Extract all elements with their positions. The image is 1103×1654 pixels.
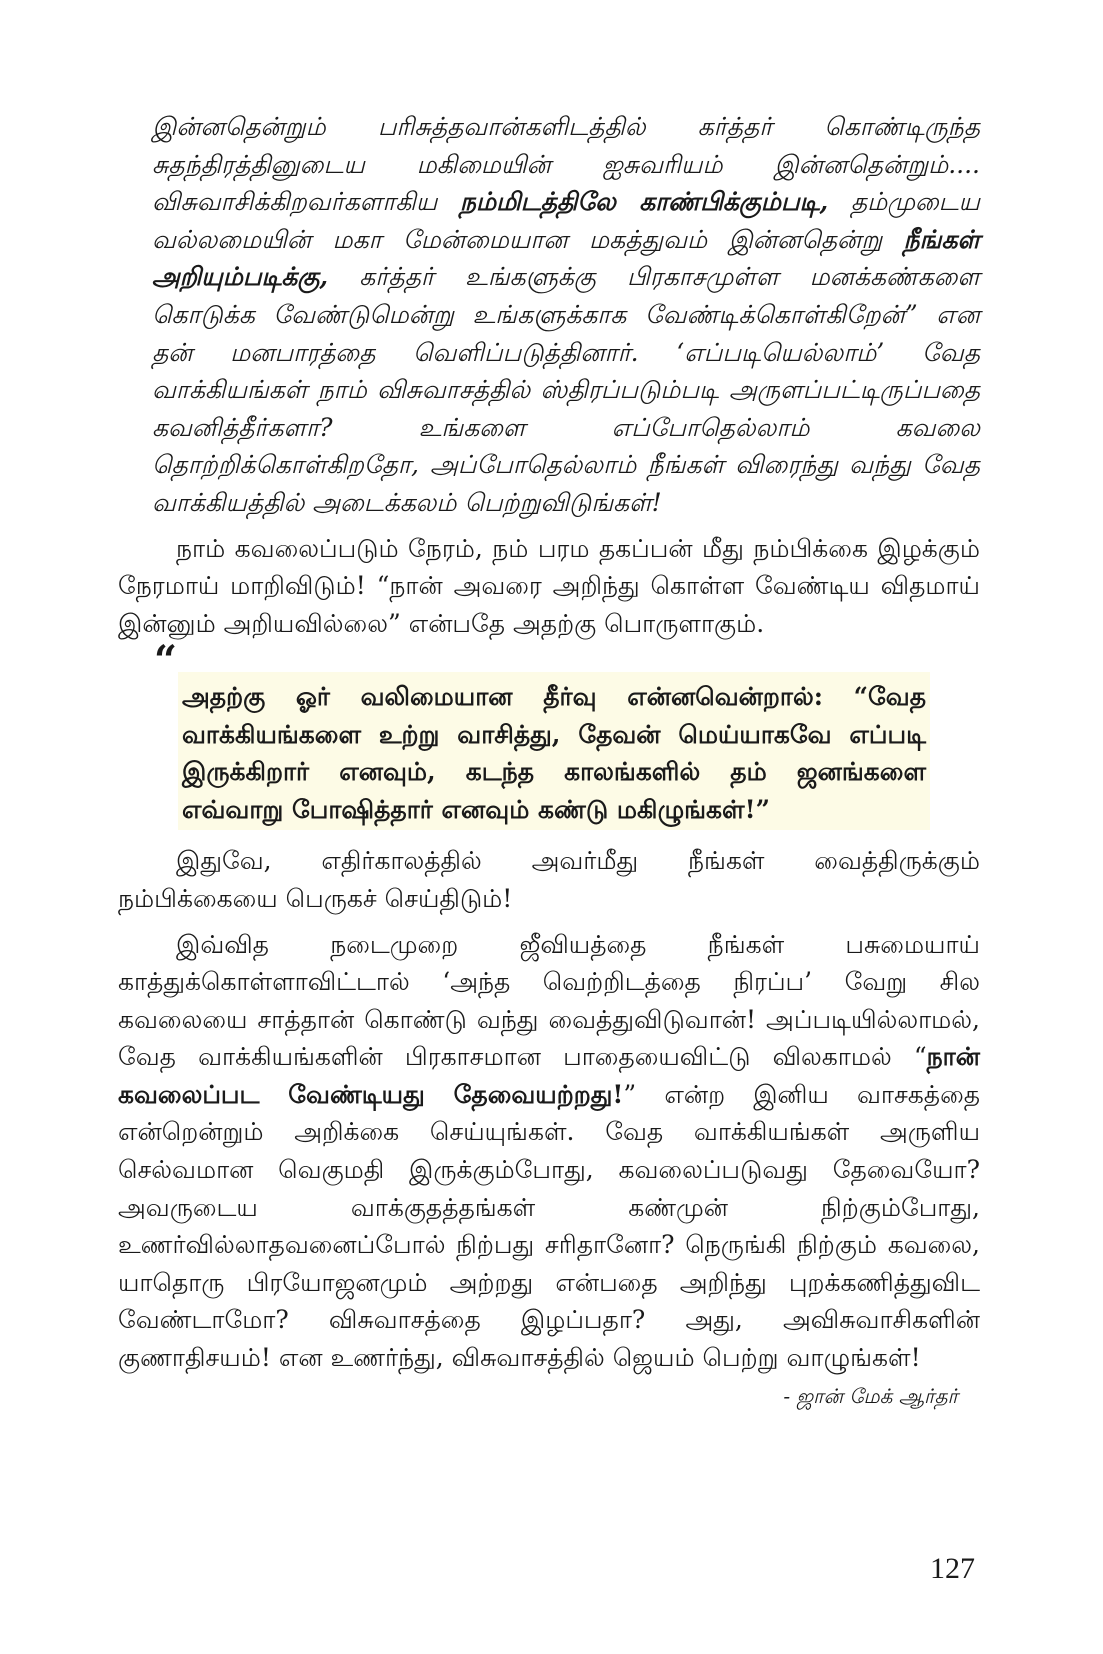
practice-text-2: ” என்ற இனிய வாசகத்தை என்றென்றும் அறிக்கை செய்யுங்கள். வேத வாக்கியங்கள் அருளிய செல்வமான வெகுமதி இருக்கும்போது, கவலைப்படுவது தேவையோ? அவருடைய வாக்குதத்தங்கள் கண்முன் நிற்கும்போது, உணர்வில்லாதவனைப்போல் நிற்பது சரிதானோ? நெருங்கி நிற்கும் கவலை, யாதொரு பிரயோஜனமும் அற்றது என்பதை அறிந்து புறக்கணித்துவிட வேண்டாமோ? விசுவாசத்தை இழப்பதா? அது, அவிசுவாசிகளின் குணாதிசயம்! என உணர்ந்து, விசுவாசத்தில் ஜெயம் பெற்று வாழுங்கள்!: [118, 1079, 981, 1373]
hope-paragraph: இதுவே, எதிர்காலத்தில் அவர்மீது நீங்கள் வைத்திருக்கும் நம்பிக்கையை பெருகச் செய்திடும்!: [118, 846, 980, 913]
highlighted-quote: [178, 672, 930, 830]
quote-text: அதற்கு ஓர் வலிமையான தீர்வு என்னவென்றால்: “வேத வாக்கியங்களை உற்று வாசித்து, தேவன் மெய்யாகவே எப்படி இருக்கிறார் எனவும், கடந்த காலங்களில் தம் ஜனங்களை எவ்வாறு போஷித்தார் எனவும் கண்டு மகிழுங்கள்!”: [182, 682, 926, 824]
scripture-text-1: இன்னதென்றும் பரிசுத்தவான்களிடத்தில் கர்த்தர் கொண்டிருந்த சுதந்திரத்தினுடைய மகிமையின் ஐசுவரியம் இன்னதென்றும்.... விசுவாசிக்கிறவர்களாகிய: [152, 112, 980, 217]
practice-paragraph: [118, 926, 980, 1377]
scripture-bold-1: நம்மிடத்திலே காண்பிக்கும்படி,: [459, 187, 829, 217]
quote-mark-icon: “: [154, 637, 178, 685]
scripture-paragraph: [118, 108, 980, 522]
author-attribution: - ஜான் மேக் ஆர்தர்: [783, 1383, 958, 1408]
page-number: 127: [930, 1552, 975, 1585]
practice-text-1: இவ்வித நடைமுறை ஜீவியத்தை நீங்கள் பசுமையாய் காத்துக்கொள்ளாவிட்டால் ‘அந்த வெற்றிடத்தை நிரப்ப’ வேறு சில கவலையை சாத்தான் கொண்டு வந்து வைத்துவிடுவான்! அப்படியில்லாமல், வேத வாக்கியங்களின் பிரகாசமான பாதையைவிட்டு விலகாமல் “: [118, 929, 980, 1072]
scripture-text-3: கர்த்தர் உங்களுக்கு பிரகாசமுள்ள மனக்கண்களை கொடுக்க வேண்டுமென்று உங்களுக்காக வேண்டிக்கொள்கிறேன்” என தன் மனபாரத்தை வெளிப்படுத்தினார். ‘எப்படியெல்லாம்’ வேத வாக்கியங்கள் நாம் விசுவாசத்தில் ஸ்திரப்படும்படி அருளப்பட்டிருப்பதை கவனித்தீர்களா? உங்களை எப்போதெல்லாம் கவலை தொற்றிக்கொள்கிறதோ, அப்போதெல்லாம் நீங்கள் விரைந்து வந்து வேத வாக்கியத்தில் அடைக்கலம் பெற்றுவிடுங்கள்!: [152, 262, 980, 517]
scripture-text-2: தம்முடைய வல்லமையின் மகா மேன்மையான மகத்துவம் இன்னதென்று: [152, 187, 980, 254]
worry-paragraph: நாம் கவலைப்படும் நேரம், நம் பரம தகப்பன் மீது நம்பிக்கை இழக்கும் நேரமாய் மாறிவிடும்! “நான் அவரை அறிந்து கொள்ள வேண்டிய விதமாய் இன்னும் அறியவில்லை” என்பதே அதற்கு பொருளாகும்.: [118, 533, 980, 638]
practice-bold: நான் கவலைப்பட வேண்டியது தேவையற்றது!: [118, 1042, 980, 1109]
page-body: [118, 108, 980, 1411]
scripture-bold-2: நீங்கள் அறியும்படிக்கு,: [152, 224, 980, 292]
